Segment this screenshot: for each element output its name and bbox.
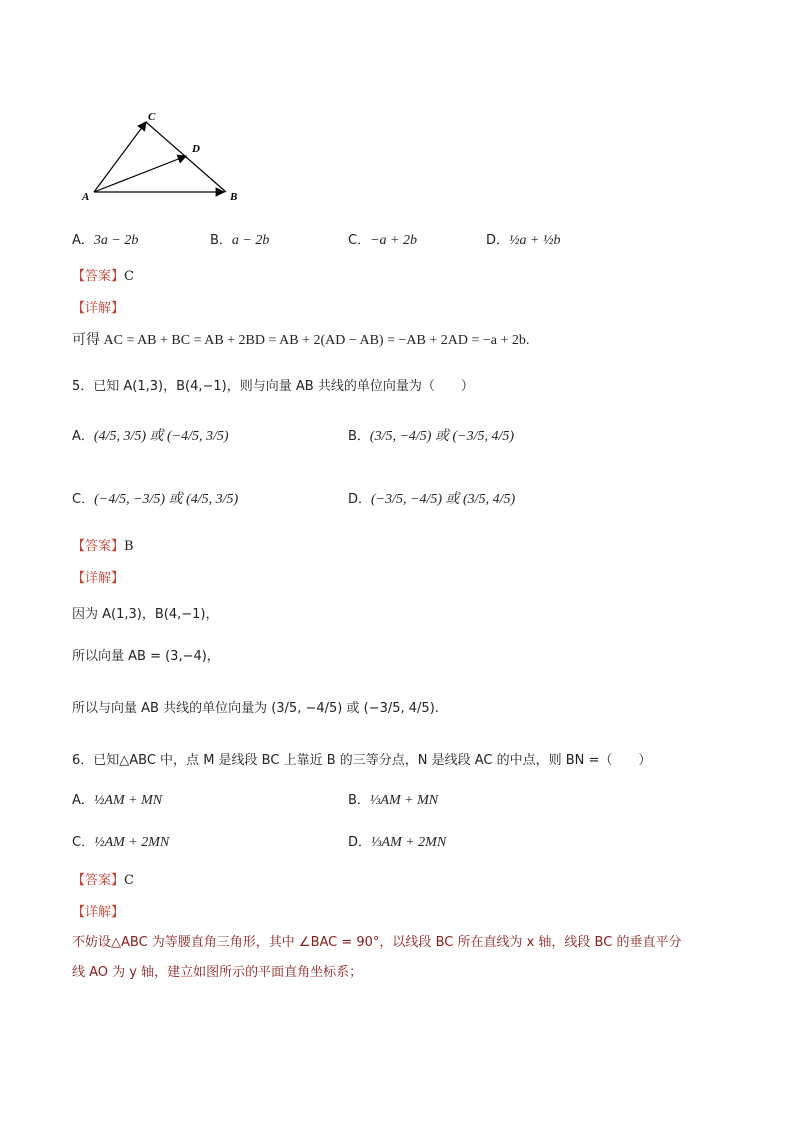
label-b: B bbox=[230, 191, 238, 203]
label-a: A bbox=[82, 191, 90, 203]
q6-detail-line-2: 线 AO 为 y 轴，建立如图所示的平面直角坐标系； bbox=[72, 965, 363, 980]
label-c: C bbox=[148, 111, 156, 123]
q4-detail: 可得 AC = AB + BC = AB + 2BD = AB + 2(AD − AB) = −AB + 2AD = −a + 2b. bbox=[72, 333, 530, 348]
segment-cb bbox=[146, 122, 226, 192]
q4-option-b[interactable]: B．a − 2b bbox=[210, 233, 270, 248]
q6-option-d[interactable]: D．⅓AM + 2MN bbox=[348, 835, 447, 850]
q6-detail-line-1: 不妨设△ABC 为等腰直角三角形，其中 ∠BAC = 90°，以线段 BC 所在直线为 x 轴，线段 BC 的垂直平分 bbox=[72, 935, 682, 950]
q4-answer: 【答案】C bbox=[72, 269, 134, 284]
q5-detail-line-2: 所以向量 AB = (3,−4)， bbox=[72, 649, 220, 664]
q4-detail-label: 【详解】 bbox=[72, 301, 125, 316]
q4-option-a[interactable]: A．3a − 2b bbox=[72, 233, 139, 248]
q5-option-b[interactable]: B．(3/5, −4/5) 或 (−3/5, 4/5) bbox=[348, 429, 515, 444]
q5-option-d[interactable]: D．(−3/5, −4/5) 或 (3/5, 4/5) bbox=[348, 492, 516, 507]
q5-option-a[interactable]: A．(4/5, 3/5) 或 (−4/5, 3/5) bbox=[72, 429, 229, 444]
q4-option-c[interactable]: C．−a + 2b bbox=[348, 233, 417, 248]
q5-detail-line-3: 所以与向量 AB 共线的单位向量为 (3/5, −4/5) 或 (−3/5, 4/5). bbox=[72, 701, 439, 716]
q6-option-a[interactable]: A．½AM + MN bbox=[72, 793, 163, 808]
q6-option-b[interactable]: B．⅓AM + MN bbox=[348, 793, 439, 808]
q5-detail-line-1: 因为 A(1,3)，B(4,−1)， bbox=[72, 607, 219, 622]
triangle-figure bbox=[74, 108, 254, 208]
q6-option-c[interactable]: C．½AM + 2MN bbox=[72, 835, 170, 850]
q5-detail-label: 【详解】 bbox=[72, 571, 125, 586]
q6-answer: 【答案】C bbox=[72, 873, 134, 888]
q6-stem: 6．已知△ABC 中，点 M 是线段 BC 上靠近 B 的三等分点，N 是线段 AC 的中点，则 BN =（ ） bbox=[72, 753, 652, 768]
label-d: D bbox=[192, 143, 200, 155]
q4-option-d[interactable]: D．½a + ½b bbox=[486, 233, 561, 248]
q5-stem: 5．已知 A(1,3)，B(4,−1)，则与向量 AB 共线的单位向量为（ ） bbox=[72, 379, 474, 394]
q6-detail-label: 【详解】 bbox=[72, 905, 125, 920]
q5-answer: 【答案】B bbox=[72, 539, 134, 554]
q5-option-c[interactable]: C．(−4/5, −3/5) 或 (4/5, 3/5) bbox=[72, 492, 239, 507]
